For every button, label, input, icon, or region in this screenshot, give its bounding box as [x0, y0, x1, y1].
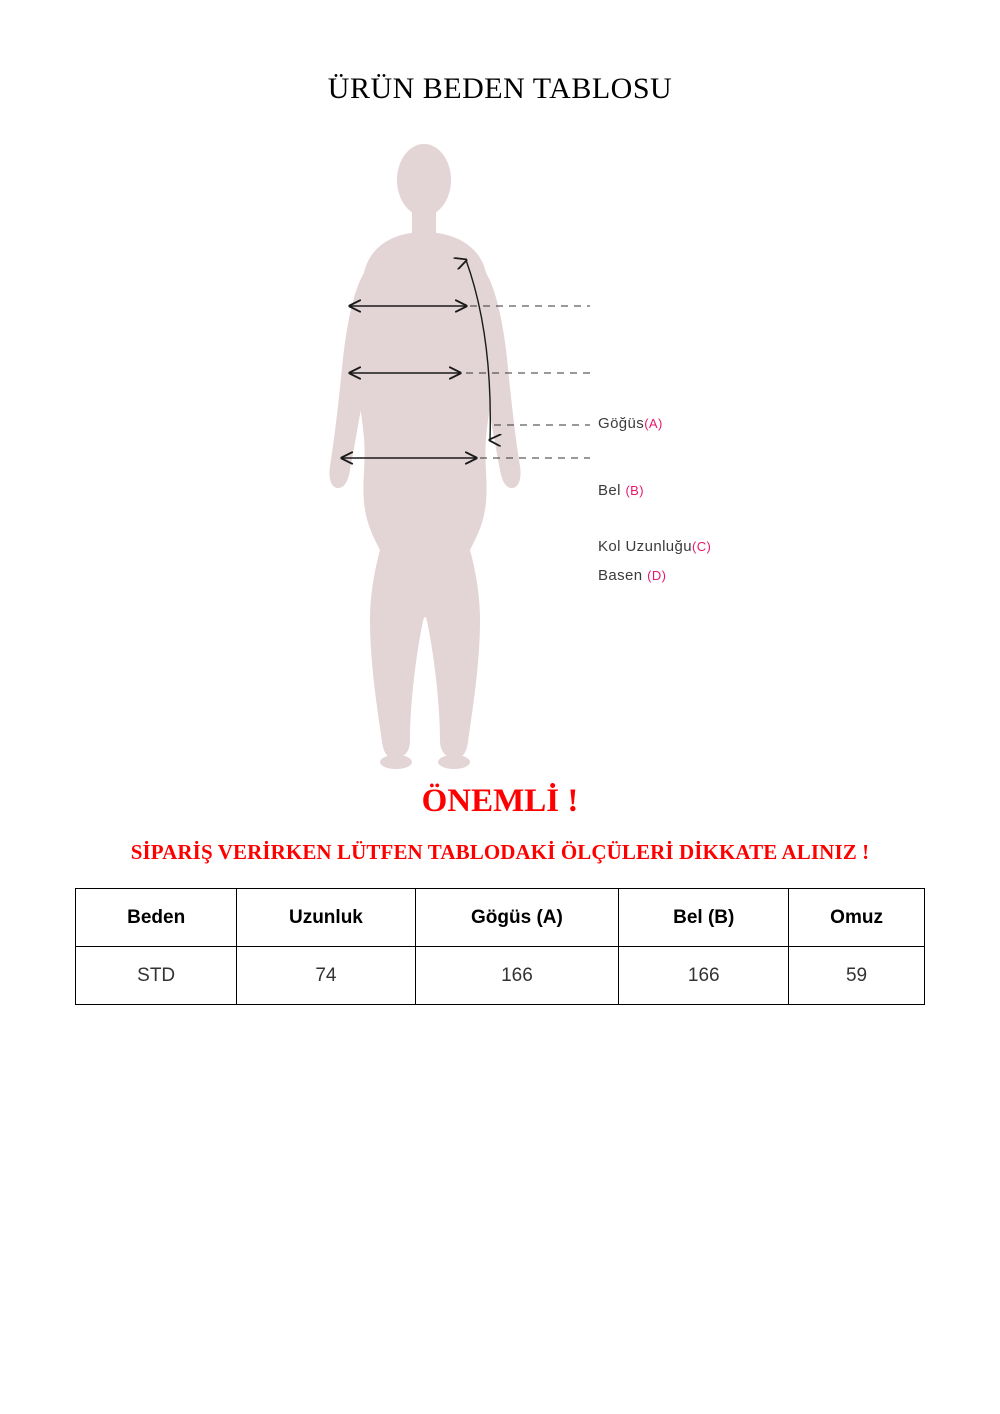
measurement-label-sleeve-text: Kol Uzunluğu [598, 538, 693, 555]
measurement-label-bust-text: Göğüs [598, 415, 645, 432]
female-silhouette-icon [270, 120, 730, 770]
measurement-label-waist-text: Bel [598, 482, 626, 499]
measurement-label-sleeve [598, 538, 711, 555]
measurement-label-hip-code: (D) [647, 568, 667, 583]
cell-omuz: 59 [789, 947, 925, 1005]
cell-beden: STD [76, 947, 237, 1005]
size-table [75, 888, 925, 1005]
size-table-container [75, 888, 925, 1005]
cell-gogus: 166 [415, 947, 619, 1005]
measurement-label-waist-code: (B) [625, 483, 644, 498]
measurement-label-hip-text: Basen [598, 567, 648, 584]
cell-bel: 166 [619, 947, 789, 1005]
column-header-gogus: Gögüs (A) [415, 889, 619, 947]
column-header-uzunluk: Uzunluk [237, 889, 415, 947]
measurement-label-waist [598, 482, 644, 499]
table-row [76, 947, 925, 1005]
page-title: ÜRÜN BEDEN TABLOSU [327, 72, 673, 105]
cell-uzunluk: 74 [237, 947, 415, 1005]
column-header-bel: Bel (B) [619, 889, 789, 947]
order-notice-text: SİPARİŞ VERİRKEN LÜTFEN TABLODAKİ ÖLÇÜLERİ DİKKATE ALINIZ ! [130, 840, 870, 864]
measurement-label-bust-code: (A) [644, 416, 663, 431]
measurement-label-hip [598, 567, 666, 584]
measurement-label-sleeve-code: (C) [692, 539, 712, 554]
measurement-label-bust [598, 415, 663, 432]
important-heading: ÖNEMLİ ! [421, 783, 579, 819]
measurement-diagram [0, 120, 1000, 770]
column-header-beden: Beden [76, 889, 237, 947]
table-header-row [76, 889, 925, 947]
column-header-omuz: Omuz [789, 889, 925, 947]
